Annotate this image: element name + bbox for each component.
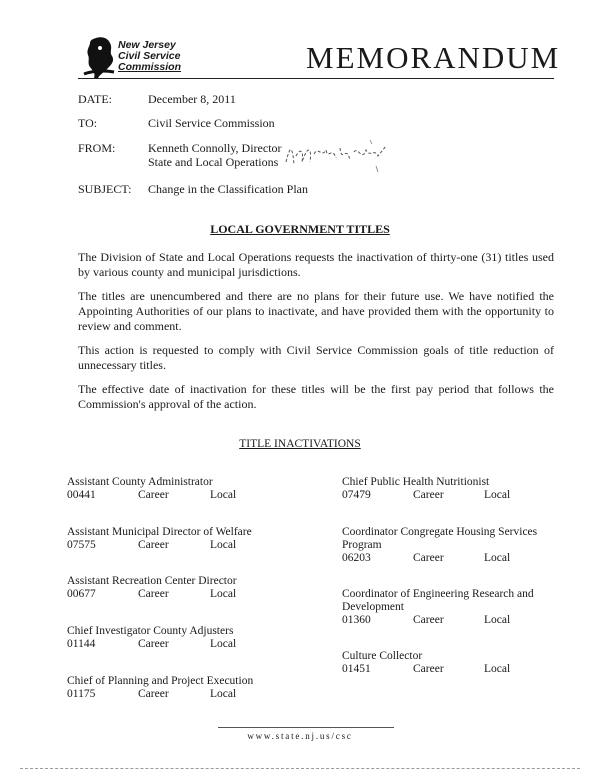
from-label: FROM: [78,141,116,155]
logo-line-3: Commission [118,61,182,73]
footer-rule [218,727,394,728]
title-type: Career [413,614,444,626]
title-level: Local [210,688,237,700]
title-name: Chief Investigator County Adjusters [67,625,234,637]
title-level: Local [484,614,511,626]
from-office: State and Local Operations [148,155,279,169]
footer-url[interactable]: www.state.nj.us/csc [247,731,353,741]
title-code: 01360 [342,614,371,626]
document-title: MEMORANDUM [306,40,561,75]
title-code: 06203 [342,552,371,564]
title-level: Local [210,539,237,551]
title-type: Career [138,539,169,551]
title-code: 07575 [67,539,96,551]
title-level: Local [210,588,237,600]
title-name: Assistant Municipal Director of Welfare [67,526,252,538]
paragraph-4: The effective date of inactivation for these titles will be the first pay period that follows the Commission's approval of the action. [78,382,554,411]
to-value: Civil Service Commission [148,116,275,130]
title-level: Local [484,663,511,675]
title-type: Career [413,552,444,564]
paragraph-1: The Division of State and Local Operations requests the inactivation of thirty-one (31) titles used by various county and municipal jurisdictions. [78,250,554,279]
date-label: DATE: [78,92,112,106]
title-name: Coordinator Congregate Housing Services [342,526,538,538]
logo-line-1: New Jersey [118,39,176,51]
title-type: Career [138,489,169,501]
title-type: Career [138,588,169,600]
title-type: Career [413,489,444,501]
to-label: TO: [78,116,98,130]
title-name: Chief Public Health Nutritionist [342,476,490,488]
paragraph-3: This action is requested to comply with Civil Service Commission goals of title reduction of unnecessary titles. [78,343,554,372]
title-type: Career [138,638,169,650]
title-name: Coordinator of Engineering Research and [342,588,534,600]
title-code: 00441 [67,489,96,501]
title-type: Career [413,663,444,675]
title-level: Local [484,489,511,501]
scan-edge-line [20,768,580,769]
title-type: Career [138,688,169,700]
title-code: 01451 [342,663,371,675]
title-level: Local [484,552,511,564]
section-title: LOCAL GOVERNMENT TITLES [210,222,390,236]
title-name: Chief of Planning and Project Execution [67,675,254,687]
from-name: Kenneth Connolly, Director [148,141,282,155]
title-code: 01175 [67,688,96,700]
title-name: Assistant County Administrator [67,476,213,488]
header-rule [78,78,554,79]
date-value: December 8, 2011 [148,92,236,106]
title-code: 00677 [67,588,96,600]
agency-logo-text [118,40,181,73]
title-code: 07479 [342,489,371,501]
title-name-continued: Development [342,601,404,613]
title-inactivations-heading: TITLE INACTIVATIONS [239,438,361,450]
subject-label: SUBJECT: [78,182,132,196]
handwritten-signature [282,136,392,176]
title-level: Local [210,638,237,650]
title-code: 01144 [67,638,96,650]
subject-value: Change in the Classification Plan [148,182,308,196]
paragraph-2: The titles are unencumbered and there are no plans for their future use. We have notified the Appointing Authorities of our plans to inactivate, and have provided them with the opportunity to review and comment. [78,289,554,333]
title-name-continued: Program [342,539,382,551]
title-name: Assistant Recreation Center Director [67,575,237,587]
title-name: Culture Collector [342,650,423,662]
logo-line-2: Civil Service [118,50,181,62]
title-level: Local [210,489,237,501]
